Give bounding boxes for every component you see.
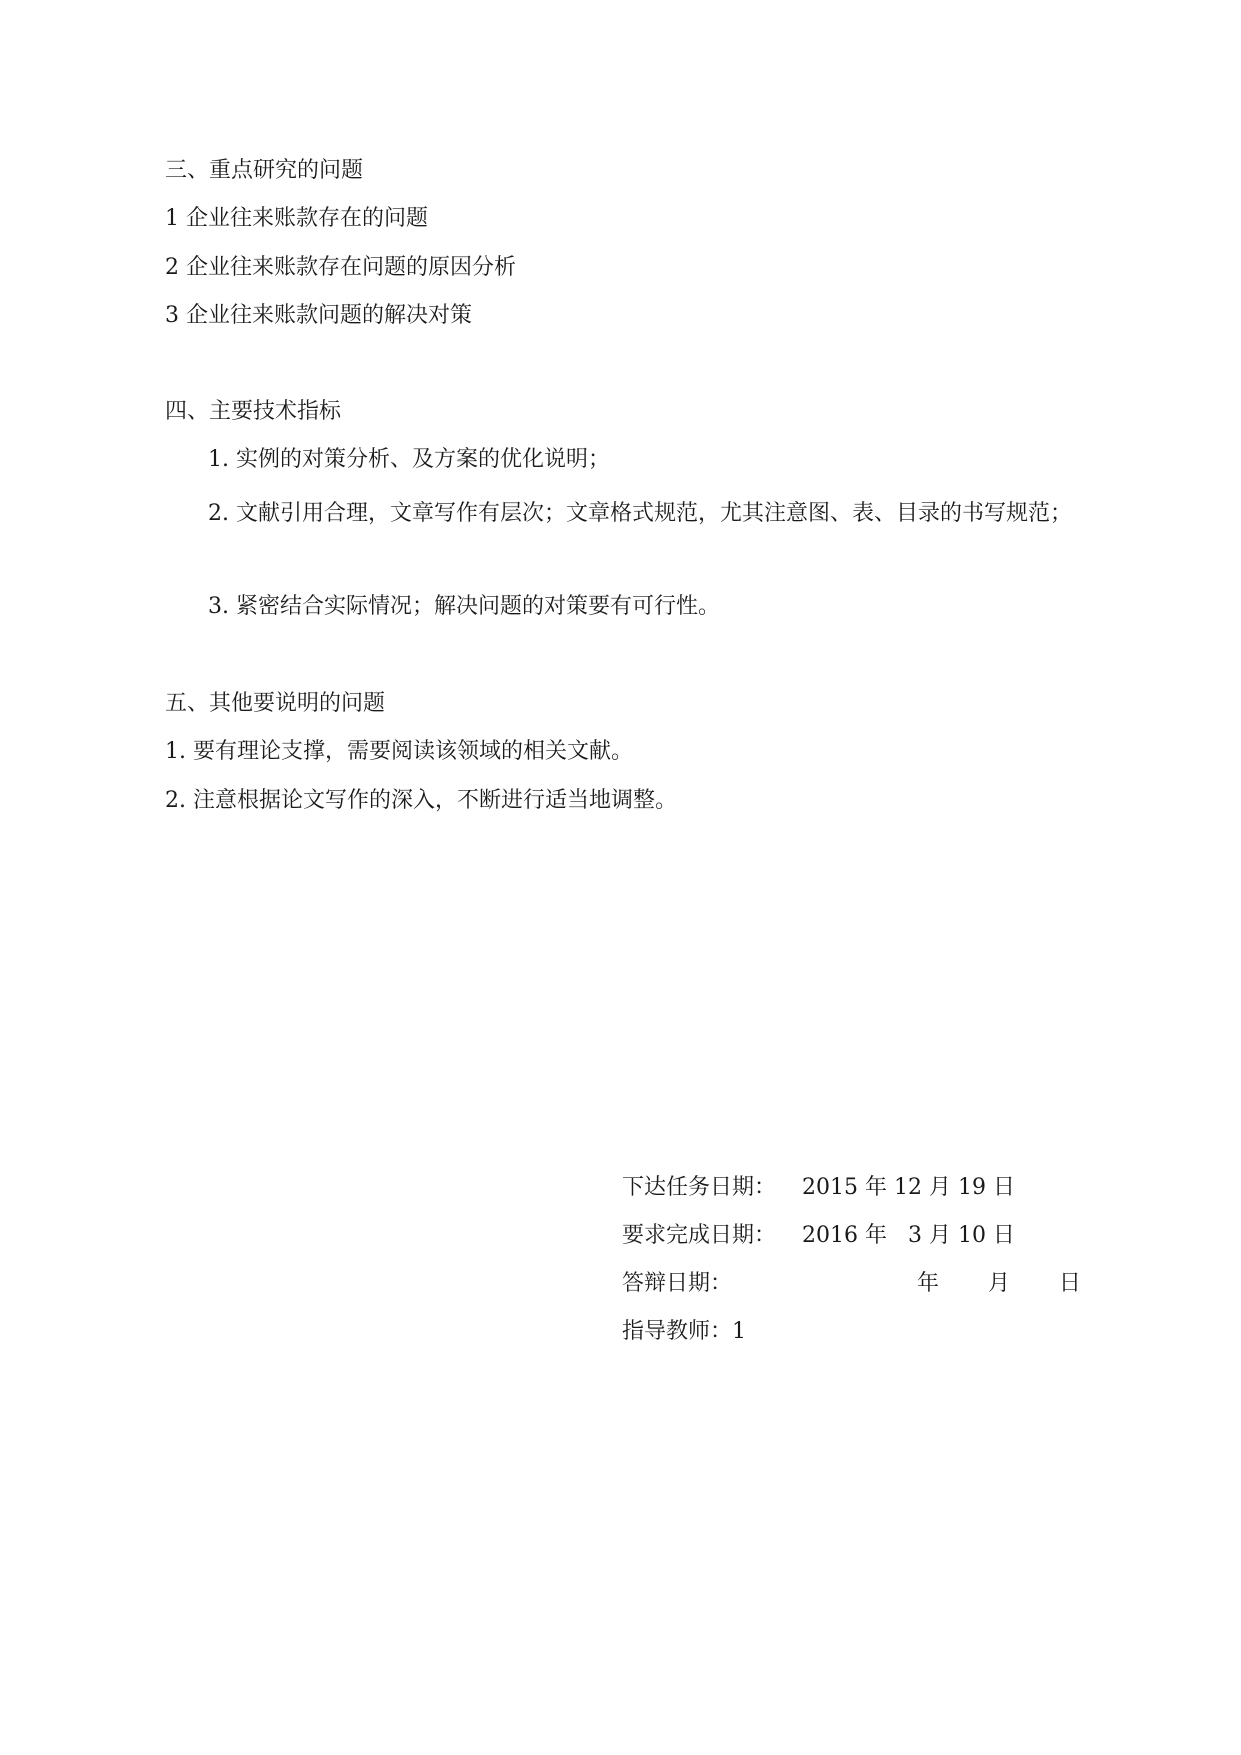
advisor-row [622,1318,746,1346]
defense-date-value: 年 月 日 [917,1271,1081,1296]
section3-heading: 三、重点研究的问题 [165,158,364,183]
defense-date-row [622,1270,1081,1298]
section5-item-2: 2. 注意根据论文写作的深入，不断进行适当地调整。 [165,788,677,813]
section3-item-2: 2 企业往来账款存在问题的原因分析 [165,255,516,280]
section4-item-2: 2. 文献引用合理，文章写作有层次；文章格式规范，尤其注意图、表、目录的书写规范； [208,501,1072,526]
issue-date-label: 下达任务日期： [622,1175,777,1200]
advisor-label: 指导教师： [622,1319,733,1344]
section4-heading: 四、主要技术指标 [165,399,342,424]
section5-item-1: 1. 要有理论支撑，需要阅读该领域的相关文献。 [165,739,633,764]
section4-item-3: 3. 紧密结合实际情况；解决问题的对策要有可行性。 [208,594,720,619]
issue-date-row [622,1174,1015,1202]
due-date-row [622,1222,1015,1250]
issue-date-value: 2015 年 12 月 19 日 [802,1175,1015,1200]
section4-item-1: 1. 实例的对策分析、及方案的优化说明； [208,447,610,472]
section5-heading: 五、其他要说明的问题 [165,691,386,716]
advisor-value: 1 [732,1319,747,1344]
defense-date-label: 答辩日期： [622,1271,733,1296]
due-date-value: 2016 年 3 月 10 日 [802,1223,1015,1248]
section3-item-1: 1 企业往来账款存在的问题 [165,206,428,231]
section3-item-3: 3 企业往来账款问题的解决对策 [165,303,472,328]
due-date-label: 要求完成日期： [622,1223,777,1248]
